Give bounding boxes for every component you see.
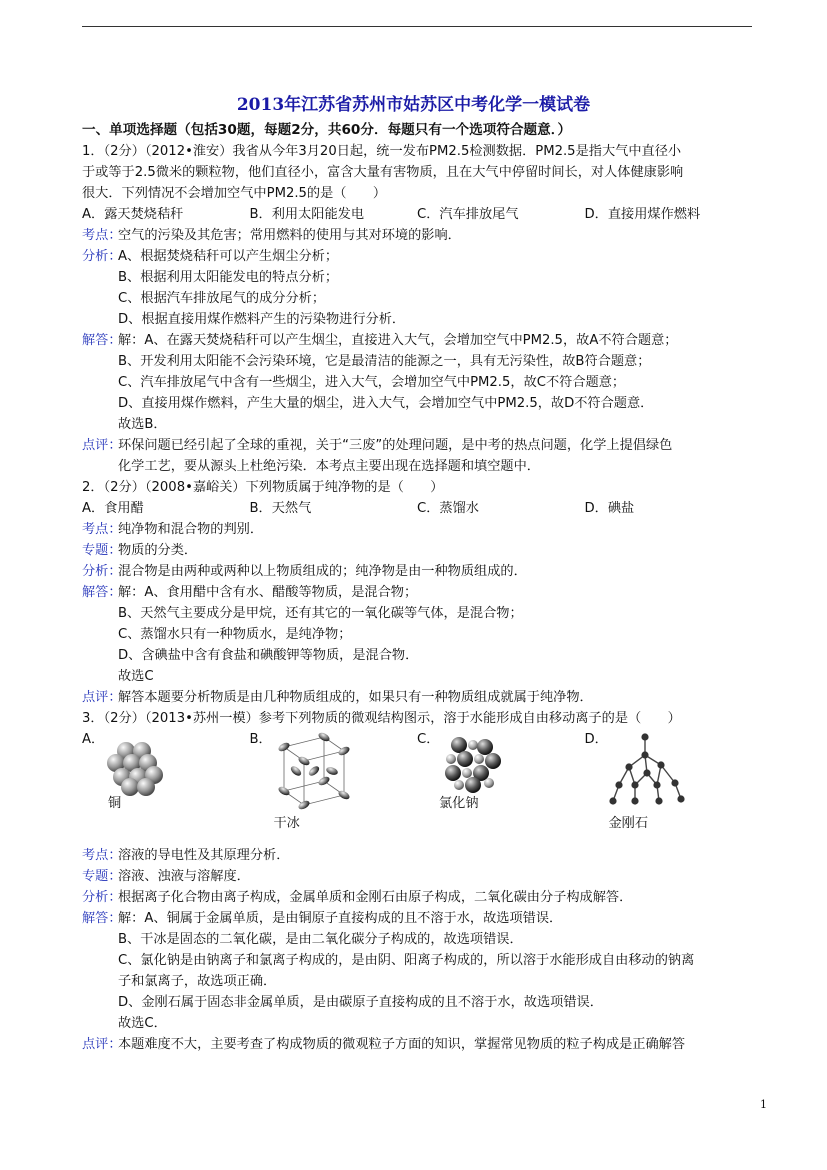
copper-structure-icon (104, 741, 166, 797)
q3-jieda-line: 子和氯离子，故选项正确． (118, 974, 277, 989)
q1-dianping-line: 化学工艺，要从源头上杜绝污染．本考点主要出现在选择题和填空题中． (118, 459, 540, 474)
q1-option-d: D．直接用煤作燃料 (584, 207, 701, 222)
q3-zhuanti: 溶液、浊液与溶解度． (118, 869, 250, 884)
q3-kaodian: 溶液的导电性及其原理分析． (118, 848, 290, 863)
sodium-chloride-structure-icon (439, 735, 503, 795)
q2-stem-line: 2．（2分）（2008•嘉峪关）下列物质属于纯净物的是（ ） (82, 480, 444, 495)
q3-jieda-line: C、氯化钠是由钠离子和氯离子构成的，是由阴、阳离子构成的，所以溶于水能形成自由移动的钠离 (118, 953, 695, 968)
q2-jieda-line: C、蒸馏水只有一种物质水，是纯净物； (118, 627, 352, 642)
q3-jieda-line: 解：A、铜属于金属单质，是由铜原子直接构成的且不溶于水，故选项错误． (118, 911, 563, 926)
q3-option-a (82, 729, 250, 845)
q1-fenxi-line: D、根据直接用煤作燃料产生的污染物进行分析． (118, 312, 406, 327)
q2-jieda-line: D、含碘盐中含有食盐和碘酸钾等物质，是混合物． (118, 648, 419, 663)
q2-jieda-line: 解：A、食用醋中含有水、醋酸等物质，是混合物； (118, 585, 418, 600)
q1-options (82, 204, 752, 225)
q3-option-b (250, 729, 418, 845)
q3-option-b-letter: B． (249, 732, 272, 747)
dianping-label: 点评： (82, 1037, 122, 1052)
q3-figure-options (82, 729, 752, 845)
question-3 (82, 708, 752, 1055)
q2-option-c: C．蒸馏水 (417, 501, 479, 516)
jieda-label: 解答： (82, 333, 122, 348)
page-title: 2013年江苏省苏州市姑苏区中考化学一模试卷 (236, 95, 591, 115)
fenxi-label: 分析： (82, 249, 122, 264)
q3-dianping-line: 本题难度不大，主要考查了构成物质的微观粒子方面的知识，掌握常见物质的粒子构成是正确解答 (118, 1037, 686, 1052)
q1-jieda-line: 故选B． (118, 417, 167, 432)
kaodian-label: 考点： (82, 522, 122, 537)
q1-jieda-line: C、汽车排放尾气中含有一些烟尘，进入大气，会增加空气中PM2.5，故C不符合题意； (118, 375, 626, 390)
q1-kaodian: 空气的污染及其危害；常用燃料的使用与其对环境的影响． (118, 228, 461, 243)
q1-stem-line: 1．（2分）（2012•淮安）我省从今年3月20日起，统一发布PM2.5检测数据．PM2.5是指大气中直径小 (82, 144, 682, 159)
kaodian-label: 考点： (82, 228, 122, 243)
q3-jieda-line: B、干冰是固态的二氧化碳，是由二氧化碳分子构成的，故选项错误． (118, 932, 523, 947)
q1-stem-line: 于或等于2.5微米的颗粒物，他们直径小，富含大量有害物质，且在大气中停留时间长，对人体健康影响 (82, 165, 684, 180)
exam-content (82, 120, 752, 1055)
section-header: 一、单项选择题（包括30题，每题2分，共60分．每题只有一个选项符合题意．） (82, 122, 572, 138)
q1-option-b: B．利用太阳能发电 (249, 207, 365, 222)
q2-jieda-line: 故选C (118, 669, 154, 684)
q2-option-b: B．天然气 (249, 501, 312, 516)
dianping-label: 点评： (82, 438, 122, 453)
q2-zhuanti: 物质的分类． (118, 543, 198, 558)
dianping-label: 点评： (82, 690, 122, 705)
q1-fenxi-line: A、根据焚烧秸秆可以产生烟尘分析； (118, 249, 339, 264)
diamond-structure-icon (601, 729, 691, 807)
q3-option-a-caption: 铜 (108, 796, 122, 811)
q1-option-a: A．露天焚烧秸秆 (82, 207, 184, 222)
jieda-label: 解答： (82, 585, 122, 600)
q3-option-a-letter: A． (82, 732, 105, 747)
q3-option-c (417, 729, 585, 845)
q3-jieda-line: D、金刚石属于固态非金属单质，是由碳原子直接构成的且不溶于水，故选项错误． (118, 995, 603, 1010)
q3-jieda-line: 故选C． (118, 1016, 167, 1031)
q3-fenxi-line: 根据离子化合物由离子构成，金属单质和金刚石由原子构成，二氧化碳由分子构成解答． (118, 890, 633, 905)
q1-fenxi-line: C、根据汽车排放尾气的成分分析； (118, 291, 326, 306)
q2-dianping-line: 解答本题要分析物质是由几种物质组成的，如果只有一种物质组成就属于纯净物． (118, 690, 593, 705)
zhuanti-label: 专题： (82, 543, 122, 558)
q3-option-c-letter: C． (417, 732, 440, 747)
q2-option-d: D．碘盐 (584, 501, 635, 516)
q1-option-c: C．汽车排放尾气 (417, 207, 519, 222)
page-number: 1 (760, 1098, 767, 1111)
q1-jieda-line: B、开发利用太阳能不会污染环境，它是最清洁的能源之一，具有无污染性，故B符合题意； (118, 354, 651, 369)
q1-stem-line: 很大．下列情况不会增加空气中PM2.5的是（ ） (82, 186, 387, 201)
q3-option-d-caption: 金刚石 (608, 816, 649, 831)
fenxi-label: 分析： (82, 564, 122, 579)
question-1 (82, 141, 752, 477)
q2-fenxi-line: 混合物是由两种或两种以上物质组成的；纯净物是由一种物质组成的． (118, 564, 527, 579)
q1-jieda-line: 解：A、在露天焚烧秸秆可以产生烟尘，直接进入大气，会增加空气中PM2.5，故A不符合题意； (118, 333, 678, 348)
q3-option-b-caption: 干冰 (273, 816, 300, 831)
jieda-label: 解答： (82, 911, 122, 926)
zhuanti-label: 专题： (82, 869, 122, 884)
header-rule (82, 26, 752, 27)
q1-fenxi-line: B、根据利用太阳能发电的特点分析； (118, 270, 339, 285)
q3-option-d-letter: D． (584, 732, 608, 747)
fenxi-label: 分析： (82, 890, 122, 905)
q3-option-d (585, 729, 753, 845)
dry-ice-structure-icon (272, 729, 352, 813)
q2-kaodian: 纯净物和混合物的判别． (118, 522, 264, 537)
q3-stem-line: 3．（2分）（2013•苏州一模）参考下列物质的微观结构图示，溶于水能形成自由移动离子的是（ ） (82, 711, 681, 726)
question-2 (82, 477, 752, 708)
q2-options (82, 498, 752, 519)
q3-option-c-caption: 氯化钠 (439, 796, 479, 811)
kaodian-label: 考点： (82, 848, 122, 863)
q1-jieda-line: D、直接用煤作燃料，产生大量的烟尘，进入大气，会增加空气中PM2.5，故D不符合题意． (118, 396, 654, 411)
q1-dianping-line: 环保问题已经引起了全球的重视，关于“三废”的处理问题，是中考的热点问题，化学上提倡绿色 (118, 438, 673, 453)
q2-jieda-line: B、天然气主要成分是甲烷，还有其它的一氧化碳等气体，是混合物； (118, 606, 523, 621)
q2-option-a: A．食用醋 (82, 501, 144, 516)
